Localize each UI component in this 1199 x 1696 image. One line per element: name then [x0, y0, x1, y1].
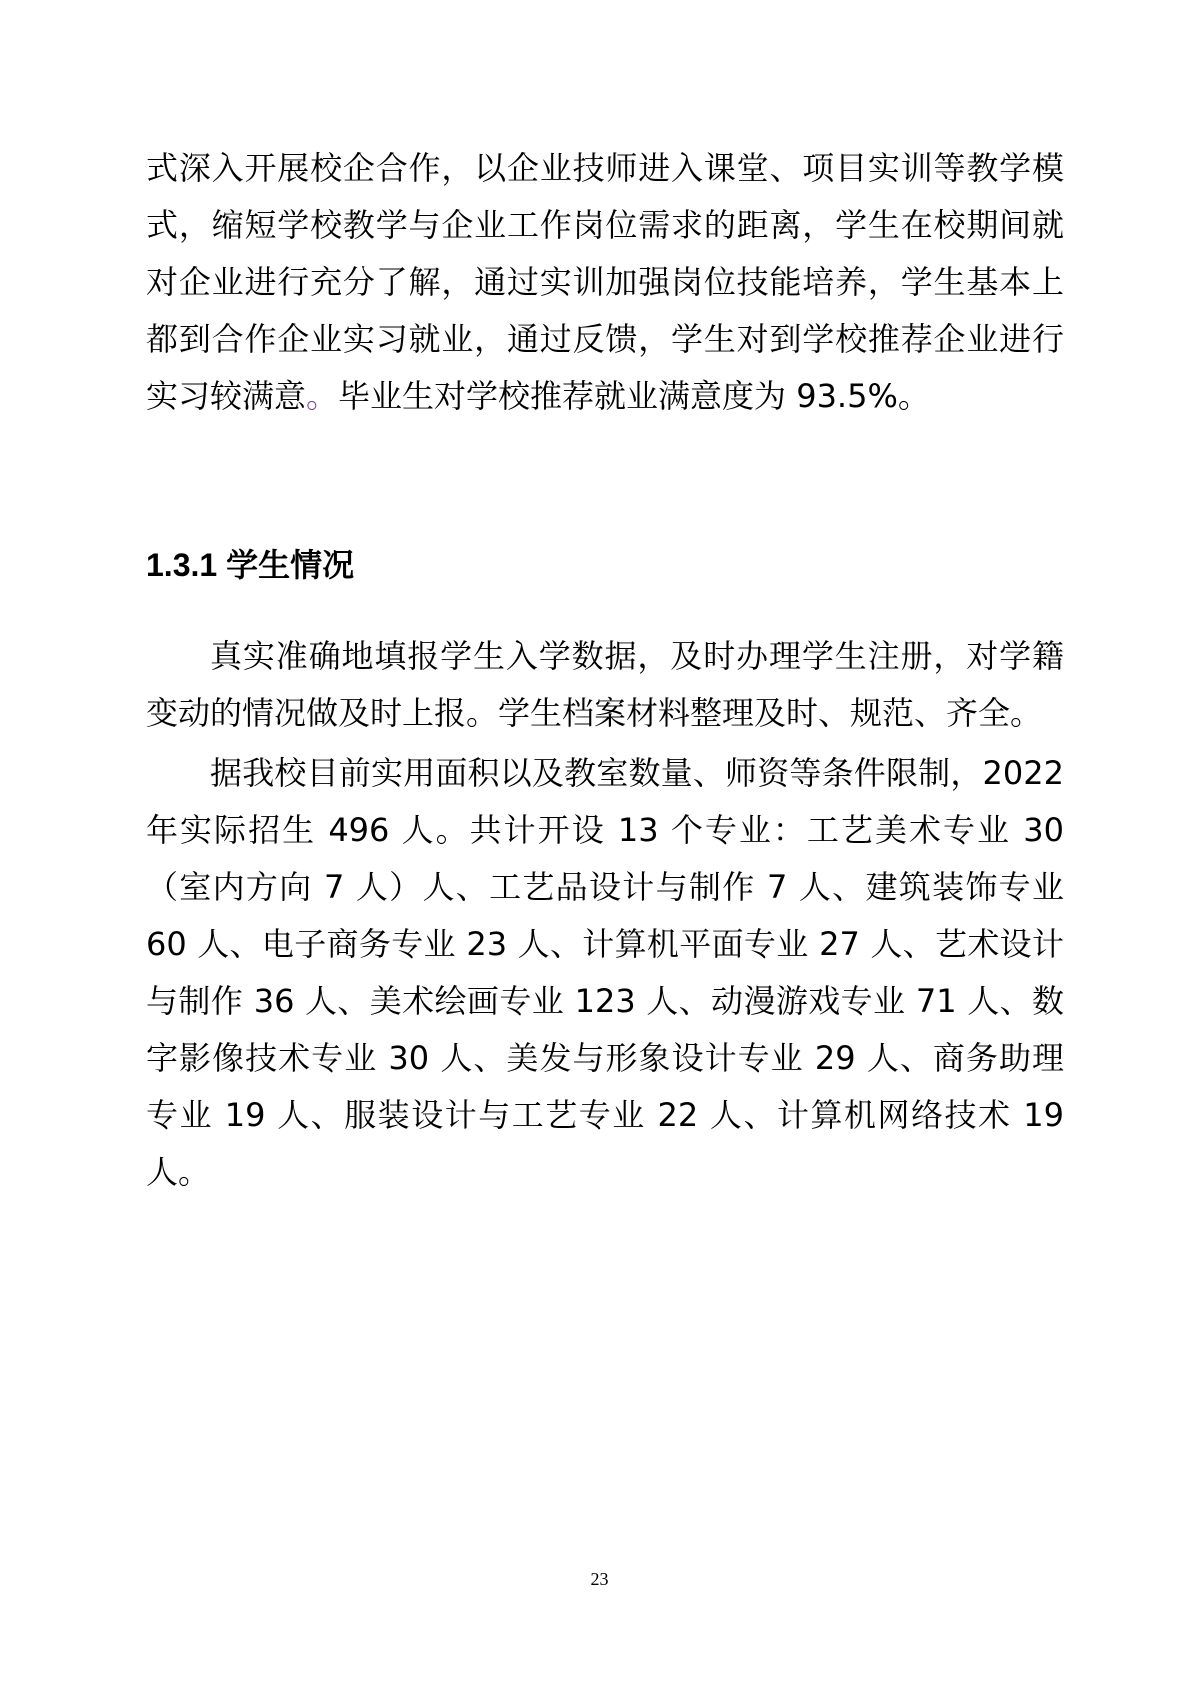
page-number: 23 [590, 1569, 609, 1589]
section-paragraph-enrollment: 据我校目前实用面积以及教室数量、师资等条件限制，2022 年实际招生 496 人。共计开设 13 个专业：工艺美术专业 30（室内方向 7 人）人、工艺品设计与制作 7 人、建筑装饰专业 60 人、电子商务专业 23 人、计算机平面专业 27 人、艺术设计与制作 36 人、美术绘画专业 123 人、动漫游戏专业 71 人、数字影像技术专业 30 人、美发与形象设计专业 29 人、商务助理专业 19 人、服装设计与工艺专业 22 人、计算机网络技术 19 人。 [146, 754, 1064, 1191]
intro-text-after-mark: 毕业生对学校推荐就业满意度为 93.5%。 [338, 377, 930, 415]
section-heading: 1.3.1 学生情况 [146, 547, 355, 583]
intro-text-before-mark: 式深入开展校企合作，以企业技师进入课堂、项目实训等教学模式，缩短学校教学与企业工作岗位需求的距离，学生在校期间就对企业进行充分了解，通过实训加强岗位技能培养，学生基本上都到合作企业实习就业，通过反馈，学生对到学校推荐企业进行实习较满意 [146, 149, 1064, 415]
highlighted-period-mark: 。 [306, 377, 339, 415]
section-paragraph-registration: 真实准确地填报学生入学数据，及时办理学生注册，对学籍变动的情况做及时上报。学生档案材料整理及时、规范、齐全。 [146, 637, 1064, 732]
intro-paragraph [146, 140, 1064, 425]
